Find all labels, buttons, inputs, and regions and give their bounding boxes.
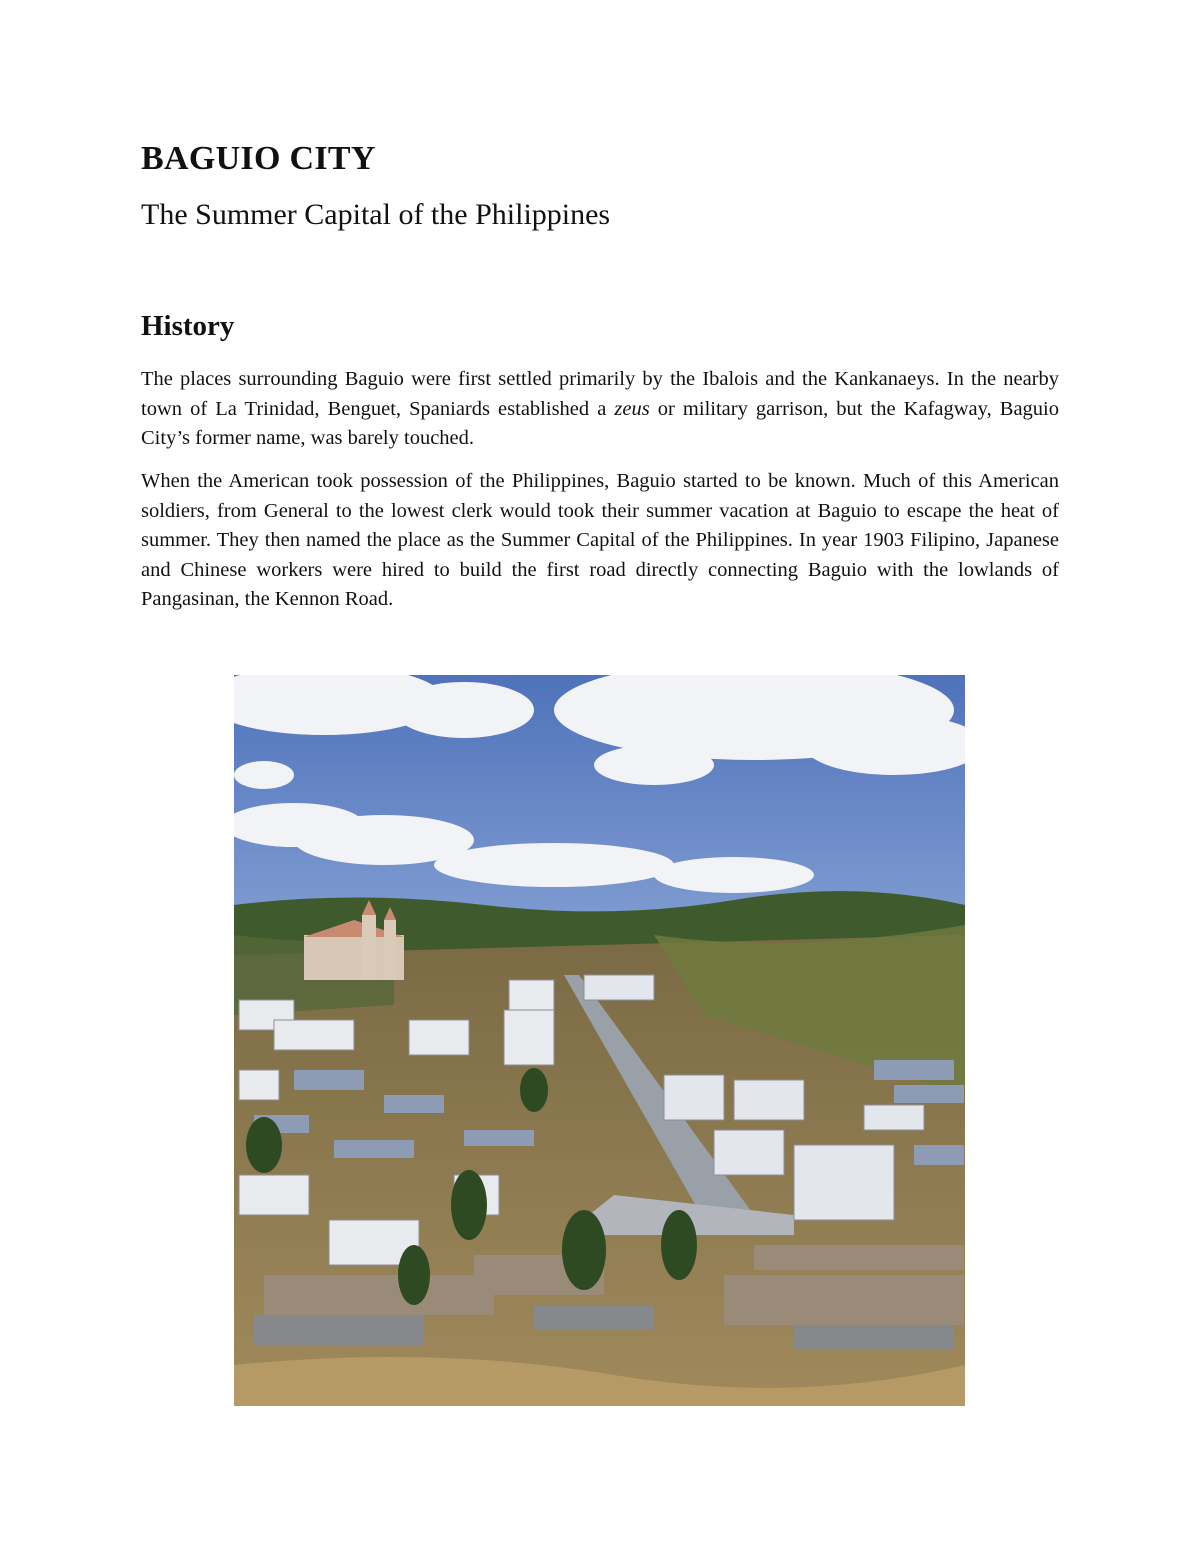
paragraph-1-text-end: or military garrison, but the Kafagway, Baguio City’s former name, was barely touched.: [141, 397, 1059, 449]
document-subtitle: The Summer Capital of the Philippines: [141, 198, 611, 231]
history-paragraph-2: When the American took possession of the Philippines, Baguio started to be known. Much of this American soldiers, from General to the lowest clerk would took their summer vacation at Baguio to escape the heat of summer. They then named the place as the Summer Capital of the Philippines. In year 1903 Filipino, Japanese and Chinese workers were hired to build the first road directly connecting Baguio with the lowlands of Pangasinan, the Kennon Road.: [141, 470, 1059, 610]
paragraph-1-text-start: The places surrounding Baguio were first settled primarily by the Ibalois and the Kankanaeys. In the nearby town of La Trinidad, Benguet, Spaniards established a: [141, 368, 1059, 420]
paragraph-1-italic-term: zeus: [614, 397, 650, 420]
history-paragraph-1: [141, 365, 1059, 454]
baguio-city-photo: [234, 675, 965, 1406]
document-title: BAGUIO CITY: [141, 140, 376, 177]
section-heading-history: History: [141, 310, 235, 342]
